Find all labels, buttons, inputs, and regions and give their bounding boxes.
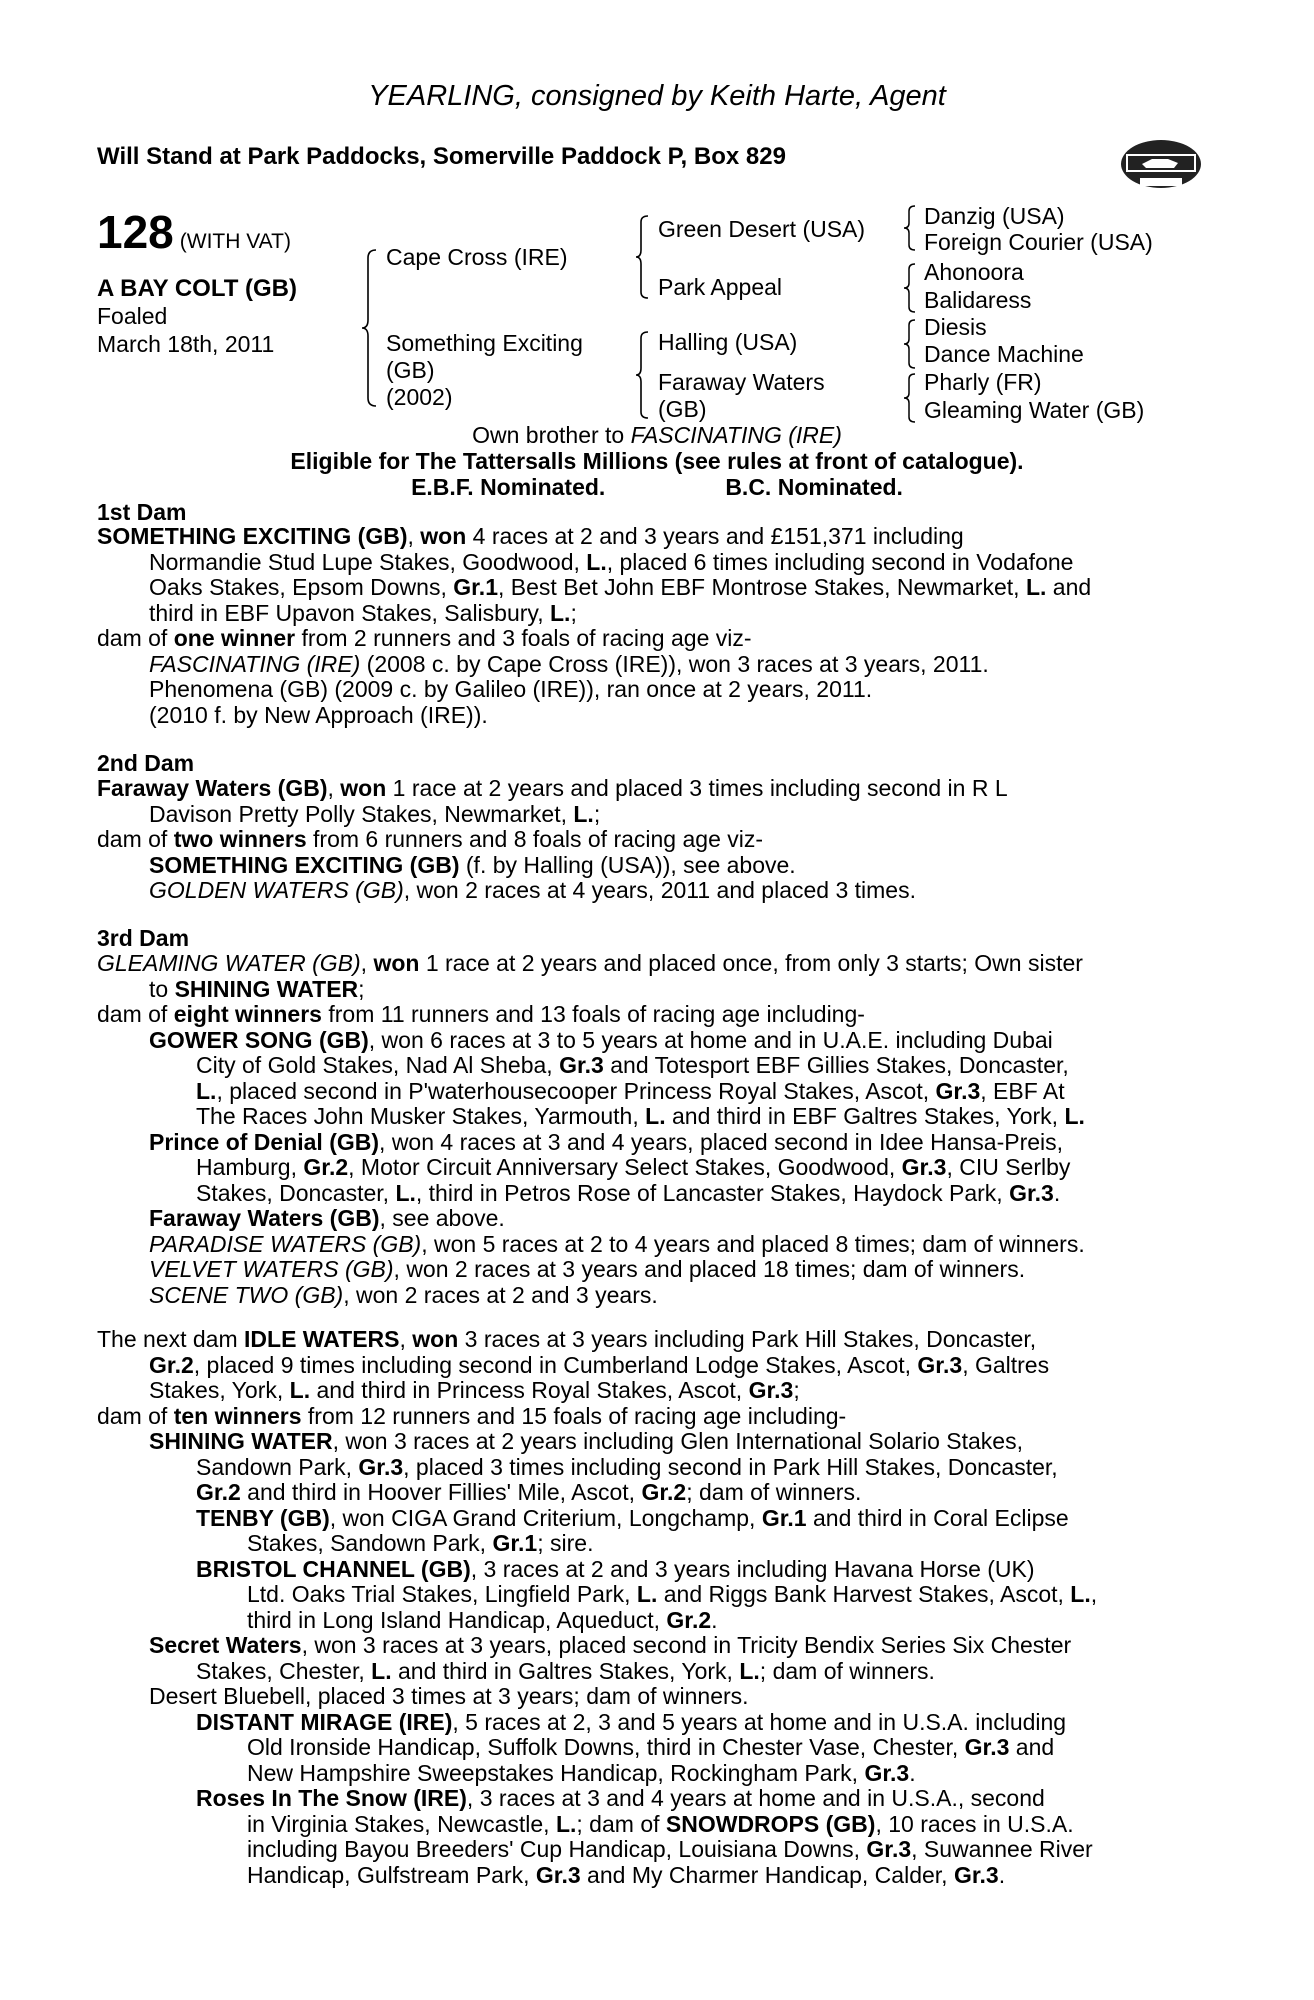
pedigree-sire: Cape Cross (IRE) <box>386 244 568 270</box>
third-dam-entry: GLEAMING WATER (GB), won 1 race at 2 years and placed once, from only 3 starts; Own sister to SHINING WATER; dam of eight winners from 11 runners and 13 foals of racing age including- GOWER SONG (GB), won 6 races at 3 to 5 years at home and in U.A.E. including Dubai City of Gold Stakes, Nad Al Sheba, Gr.3 and Totesport EBF Gillies Stakes, Doncaster, L., placed second in P'waterhousecooper Princess Royal Stakes, Ascot, Gr.3, EBF At The Races John Musker Stakes, Yarmouth, L. and third in EBF Galtres Stakes, York, L. Prince of Denial (GB), won 4 races at 3 and 4 years, placed second in Idee Hansa-Preis, Hamburg, Gr.2, Motor Circuit Anniversary Select Stakes, Goodwood, Gr.3, CIU Serlby Stakes, Doncaster, L., third in Petros Rose of Lancaster Stakes, Haydock Park, Gr.3. Faraway Waters (GB), see above. PARADISE WATERS (GB), won 5 races at 2 to 4 years and placed 8 times; dam of winners. VELVET WATERS (GB), won 2 races at 3 years and placed 18 times; dam of winners. SCENE TWO (GB), won 2 races at 2 and 3 years. <box>97 950 1085 1308</box>
pedigree-g6: Dance Machine <box>924 341 1084 367</box>
pedigree-brace-g4 <box>904 372 918 424</box>
pedigree-dam: Something Exciting (GB) (2002) <box>386 330 583 410</box>
foaled-info: Foaled March 18th, 2011 <box>97 303 275 357</box>
third-dam-heading: 3rd Dam <box>97 925 190 951</box>
vat-label: (WITH VAT) <box>179 230 291 253</box>
first-dam-entry: SOMETHING EXCITING (GB), won 4 races at 2 and 3 years and £151,371 including Normandie Stud Lupe Stakes, Goodwood, L., placed 6 times including second in Vodafone Oaks Stakes, Epsom Downs, Gr.1, Best Bet John EBF Montrose Stakes, Newmarket, L. and third in EBF Upavon Stakes, Salisbury, L.; dam of one winner from 2 runners and 3 foals of racing age viz- FASCINATING (IRE) (2008 c. by Cape Cross (IRE)), won 3 races at 3 years, 2011. Phenomena (GB) (2009 c. by Galileo (IRE)), ran once at 2 years, 2011. (2010 f. by New Approach (IRE)). <box>97 523 1092 728</box>
pedigree-brace-g2 <box>904 262 918 314</box>
pedigree-brace-g1 <box>904 204 918 252</box>
eligibility-note: Eligible for The Tattersalls Millions (see rules at front of catalogue). <box>290 448 1024 474</box>
pedigree-dam-sire: Halling (USA) <box>658 329 798 355</box>
first-dam-heading: 1st Dam <box>97 499 187 525</box>
page-title: YEARLING, consigned by Keith Harte, Agent <box>368 80 946 112</box>
pedigree-g2: Foreign Courier (USA) <box>924 229 1153 255</box>
pedigree-g7: Pharly (FR) <box>924 369 1042 395</box>
lot-description: A BAY COLT (GB) <box>97 275 298 302</box>
pedigree-g5: Diesis <box>924 314 987 340</box>
racing-post-bonus-logo <box>1118 128 1204 198</box>
pedigree-g3: Ahonoora <box>924 259 1024 285</box>
second-dam-heading: 2nd Dam <box>97 750 195 776</box>
pedigree-brace-sire <box>636 214 652 300</box>
pedigree-g4: Balidaress <box>924 287 1032 313</box>
lot-number: 128 (WITH VAT) <box>97 206 291 258</box>
stand-location: Will Stand at Park Paddocks, Somerville Paddock P, Box 829 <box>97 143 786 170</box>
second-dam-entry: Faraway Waters (GB), won 1 race at 2 years and placed 3 times including second in R L Davison Pretty Polly Stakes, Newmarket, L.; dam of two winners from 6 runners and 8 foals of racing age viz- SOMETHING EXCITING (GB) (f. by Halling (USA)), see above. GOLDEN WATERS (GB), won 2 races at 4 years, 2011 and placed 3 times. <box>97 775 1008 903</box>
nomination-note: E.B.F. Nominated. B.C. Nominated. <box>411 474 903 500</box>
pedigree-g8: Gleaming Water (GB) <box>924 397 1145 423</box>
pedigree-sire-dam: Park Appeal <box>658 274 783 300</box>
next-dam-entry: The next dam IDLE WATERS, won 3 races at 3 years including Park Hill Stakes, Doncaster, Gr.2, placed 9 times including second in Cumberland Lodge Stakes, Ascot, Gr.3, Galtres Stakes, York, L. and third in Princess Royal Stakes, Ascot, Gr.3; dam of ten winners from 12 runners and 15 foals of racing age including- SHINING WATER, won 3 races at 2 years including Glen International Solario Stakes, Sandown Park, Gr.3, placed 3 times including second in Park Hill Stakes, Doncaster, Gr.2 and third in Hoover Fillies' Mile, Ascot, Gr.2; dam of winners. TENBY (GB), won CIGA Grand Criterium, Longchamp, Gr.1 and third in Coral Eclipse Stakes, Sandown Park, Gr.1; sire. BRISTOL CHANNEL (GB), 3 races at 2 and 3 years including Havana Horse (UK) Ltd. Oaks Trial Stakes, Lingfield Park, L. and Riggs Bank Harvest Stakes, Ascot, L., third in Long Island Handicap, Aqueduct, Gr.2. Secret Waters, won 3 races at 3 years, placed second in Tricity Bendix Series Six Chester Stakes, Chester, L. and third in Galtres Stakes, York, L.; dam of winners. Desert Bluebell, placed 3 times at 3 years; dam of winners. DISTANT MIRAGE (IRE), 5 races at 2, 3 and 5 years at home and in U.S.A. including Old Ironside Handicap, Suffolk Downs, third in Chester Vase, Chester, Gr.3 and New Hampshire Sweepstakes Handicap, Rockingham Park, Gr.3. Roses In The Snow (IRE), 3 races at 3 and 4 years at home and in U.S.A., second in Virginia Stakes, Newcastle, L.; dam of SNOWDROPS (GB), 10 races in U.S.A. including Bayou Breeders' Cup Handicap, Louisiana Downs, Gr.3, Suwannee River Handicap, Gulfstream Park, Gr.3 and My Charmer Handicap, Calder, Gr.3. <box>97 1326 1098 1888</box>
pedigree-dam-dam: Faraway Waters (GB) <box>658 369 825 422</box>
own-brother-note: Own brother to FASCINATING (IRE) <box>472 422 842 448</box>
pedigree-g1: Danzig (USA) <box>924 203 1065 229</box>
pedigree-brace-dam <box>636 330 652 420</box>
pedigree-sire-sire: Green Desert (USA) <box>658 216 866 242</box>
pedigree-brace-g3 <box>904 318 918 370</box>
pedigree-brace-main <box>362 248 380 408</box>
